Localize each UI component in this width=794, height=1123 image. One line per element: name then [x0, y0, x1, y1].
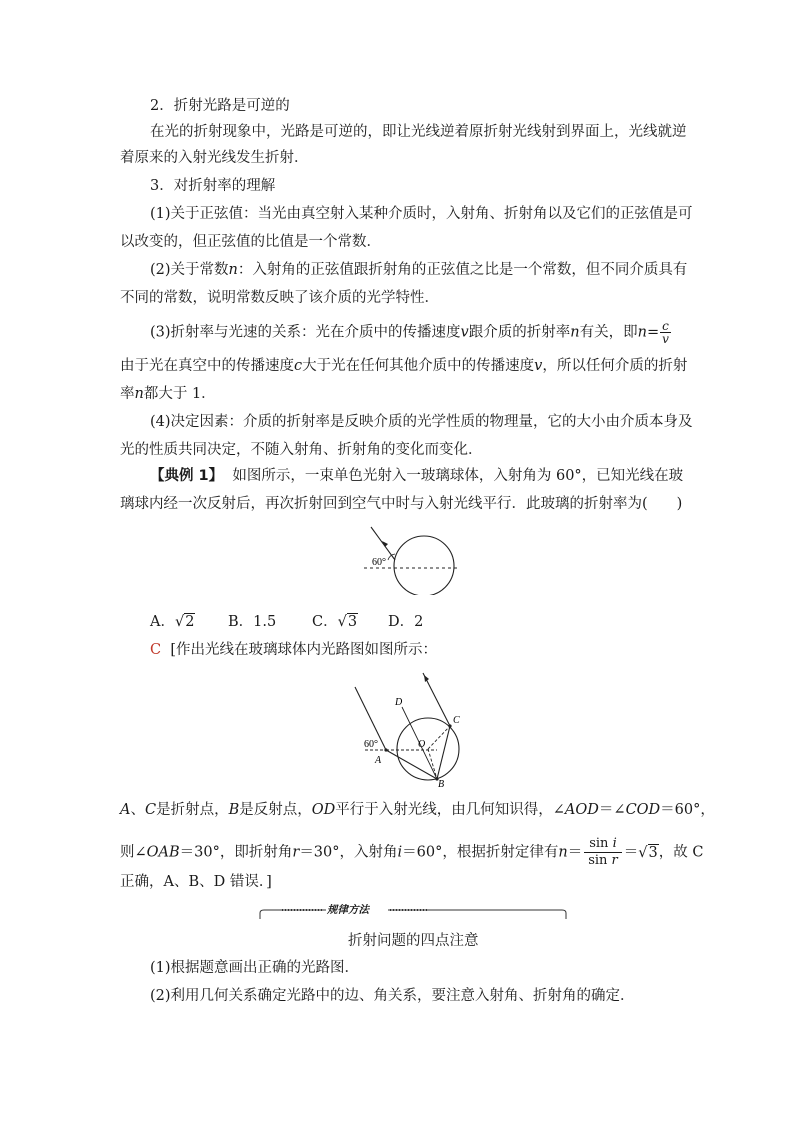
section2-line1: 在光的折射现象中，光路是可逆的，即让光线逆着原折射光线射到界面上，光线就逆: [150, 124, 687, 140]
p3-v: v: [460, 324, 469, 341]
sol2-i: i: [397, 844, 403, 861]
sqrt-3: √3: [638, 844, 658, 861]
option-a-label: A．: [150, 614, 175, 630]
p2-post: ：入射角的正弦值跟折射角的正弦值之比是一个常数，但不同介质具有: [237, 262, 688, 278]
sqrt-c: √3: [337, 614, 358, 630]
section3-p4-line1: (4)决定因素：介质的折射率是反映介质的光学性质的物理量，它的大小由介质本身及: [150, 414, 693, 430]
sol2-a: 则∠: [120, 844, 147, 861]
solution-intro: [作出光线在玻璃球体内光路图如图所示：: [170, 642, 437, 658]
example-line1: [150, 466, 683, 486]
section3-p1-line2: 以改变的，但正弦值的比值是一个常数．: [120, 234, 381, 250]
snell-den-r: r: [611, 853, 618, 868]
snell-den: [584, 853, 622, 869]
sol-d: 是折射点，: [156, 802, 229, 818]
solution-line1: [120, 800, 715, 820]
label-d: D: [395, 697, 403, 708]
option-c-label: C．: [312, 614, 338, 630]
sqrt-a: √2: [174, 614, 195, 630]
method-section-divider: [258, 905, 568, 921]
option-d: D．2: [388, 614, 424, 630]
p3-n3: n: [134, 386, 144, 402]
figure-1-diagram: [355, 520, 465, 595]
p2-var: n: [228, 262, 238, 278]
method-badge: 规律方法: [327, 904, 369, 916]
fig2-angle-label: 60°: [364, 739, 378, 750]
p3-l3-pre: 率: [120, 386, 135, 402]
sol2-c: ＝30°，即折射角: [179, 844, 293, 861]
section3-p2-line2: 不同的常数，说明常数反映了该介质的光学特性．: [120, 290, 439, 306]
sol2-r: r: [292, 844, 300, 861]
reflected-ray-bc: [437, 726, 450, 779]
label-a: A: [375, 755, 382, 766]
snell-num-i: i: [612, 836, 617, 851]
section3-heading: 3．对折射率的理解: [150, 178, 276, 194]
option-a-value: 2: [185, 614, 195, 630]
method-item2: (2)利用几何关系确定光路中的边、角关系，要注意入射角、折射角的确定．: [150, 988, 635, 1004]
p3-post: 有关，即: [579, 324, 638, 341]
section3-p3-line3: [120, 384, 216, 404]
sol2-f: ＝: [623, 844, 639, 861]
p2-pre: (2)关于常数: [150, 262, 229, 278]
section3-p3-line2: [120, 356, 687, 376]
p3-fraction: [660, 320, 671, 345]
p3-frac-num: c: [660, 320, 671, 333]
point-a: [384, 748, 387, 751]
example-text1: 如图所示，一束单色光射入一玻璃球体，入射角为 60°，已知光线在玻: [232, 468, 684, 484]
p3-c: c: [294, 358, 303, 374]
sol-f: 是反射点，: [239, 802, 312, 818]
snell-num-sin: sin: [589, 836, 609, 851]
section3-p2-line1: [150, 260, 687, 280]
p3-n: n: [570, 324, 580, 341]
figure-2-diagram: [345, 665, 485, 790]
sol-a: A: [120, 802, 131, 818]
p3-eq: =: [646, 324, 660, 341]
solution-line3: 正确，A、B、D 错误．]: [120, 874, 272, 890]
p3-l2-mid: 大于光在任何其他介质中的传播速度: [302, 358, 535, 374]
fig1-angle-label: 60°: [372, 557, 386, 568]
section3-p4-line2: 光的性质共同决定，不随入射角、折射角的变化而变化．: [120, 442, 483, 458]
p3-frac-den: v: [662, 332, 669, 346]
glass-sphere: [394, 536, 454, 595]
sol2-e: ＝60°，根据折射定律有: [402, 844, 559, 861]
option-b: B．1.5: [228, 614, 277, 630]
section3-p1-line1: (1)关于正弦值：当光由真空射入某种介质时，入射角、折射角以及它们的正弦值是可: [150, 206, 693, 222]
label-c: C: [453, 715, 460, 726]
p3-n2: n: [637, 324, 647, 341]
sol-l: ＝60°，: [660, 802, 715, 818]
sol-j: ＝∠: [598, 802, 626, 818]
example-tag: 【典例 1】: [150, 468, 224, 484]
snell-num: [584, 836, 622, 853]
snell-den-sin: sin: [588, 853, 608, 868]
sol2-d: ＝30°，入射角: [299, 844, 398, 861]
p3-l3-post: 都大于 1．: [143, 386, 216, 402]
option-c-value: 3: [347, 614, 358, 630]
sol-i: AOD: [564, 802, 599, 818]
sol-b: 、: [130, 802, 145, 818]
solution-intro-line: [150, 640, 437, 660]
sol2-sqrt: 3: [648, 844, 658, 861]
solution-line2: [120, 836, 703, 869]
option-c: [312, 612, 358, 632]
label-o: O: [418, 739, 426, 750]
answer-letter: C: [150, 642, 162, 658]
option-a: [150, 612, 195, 632]
p3-l2-pre: 由于光在真空中的传播速度: [120, 358, 294, 374]
sol-k: COD: [625, 802, 661, 818]
sol-c: C: [144, 802, 157, 818]
example-line2: 璃球内经一次反射后，再次折射回到空气中时与入射光线平行．此玻璃的折射率为( ): [120, 496, 683, 512]
sol2-g: ，故 C: [658, 844, 704, 861]
sol-e: B: [228, 802, 240, 818]
sol2-b: OAB: [146, 844, 180, 861]
sol2-eq: ＝: [567, 844, 583, 861]
snell-fraction: [584, 836, 622, 869]
section3-p3-line1: [150, 320, 672, 345]
p3-mid: 跟介质的折射率: [468, 324, 571, 341]
p3-v2: v: [534, 358, 543, 374]
section2-heading: 2．折射光路是可逆的: [150, 98, 290, 114]
sol-h: 平行于入射光线，由几何知识得，∠: [335, 802, 565, 818]
method-item1: (1)根据题意画出正确的光路图．: [150, 960, 360, 976]
point-c: [448, 724, 451, 727]
sol2-n: n: [558, 844, 568, 861]
label-b: B: [438, 779, 445, 790]
sol-g: OD: [311, 802, 336, 818]
p3-pre: (3)折射率与光速的关系：光在介质中的传播速度: [150, 324, 461, 341]
p3-l2-post: ，所以任何介质的折射: [542, 358, 688, 374]
section2-line2: 着原来的入射光线发生折射．: [120, 150, 309, 166]
method-title: 折射问题的四点注意: [348, 933, 479, 949]
